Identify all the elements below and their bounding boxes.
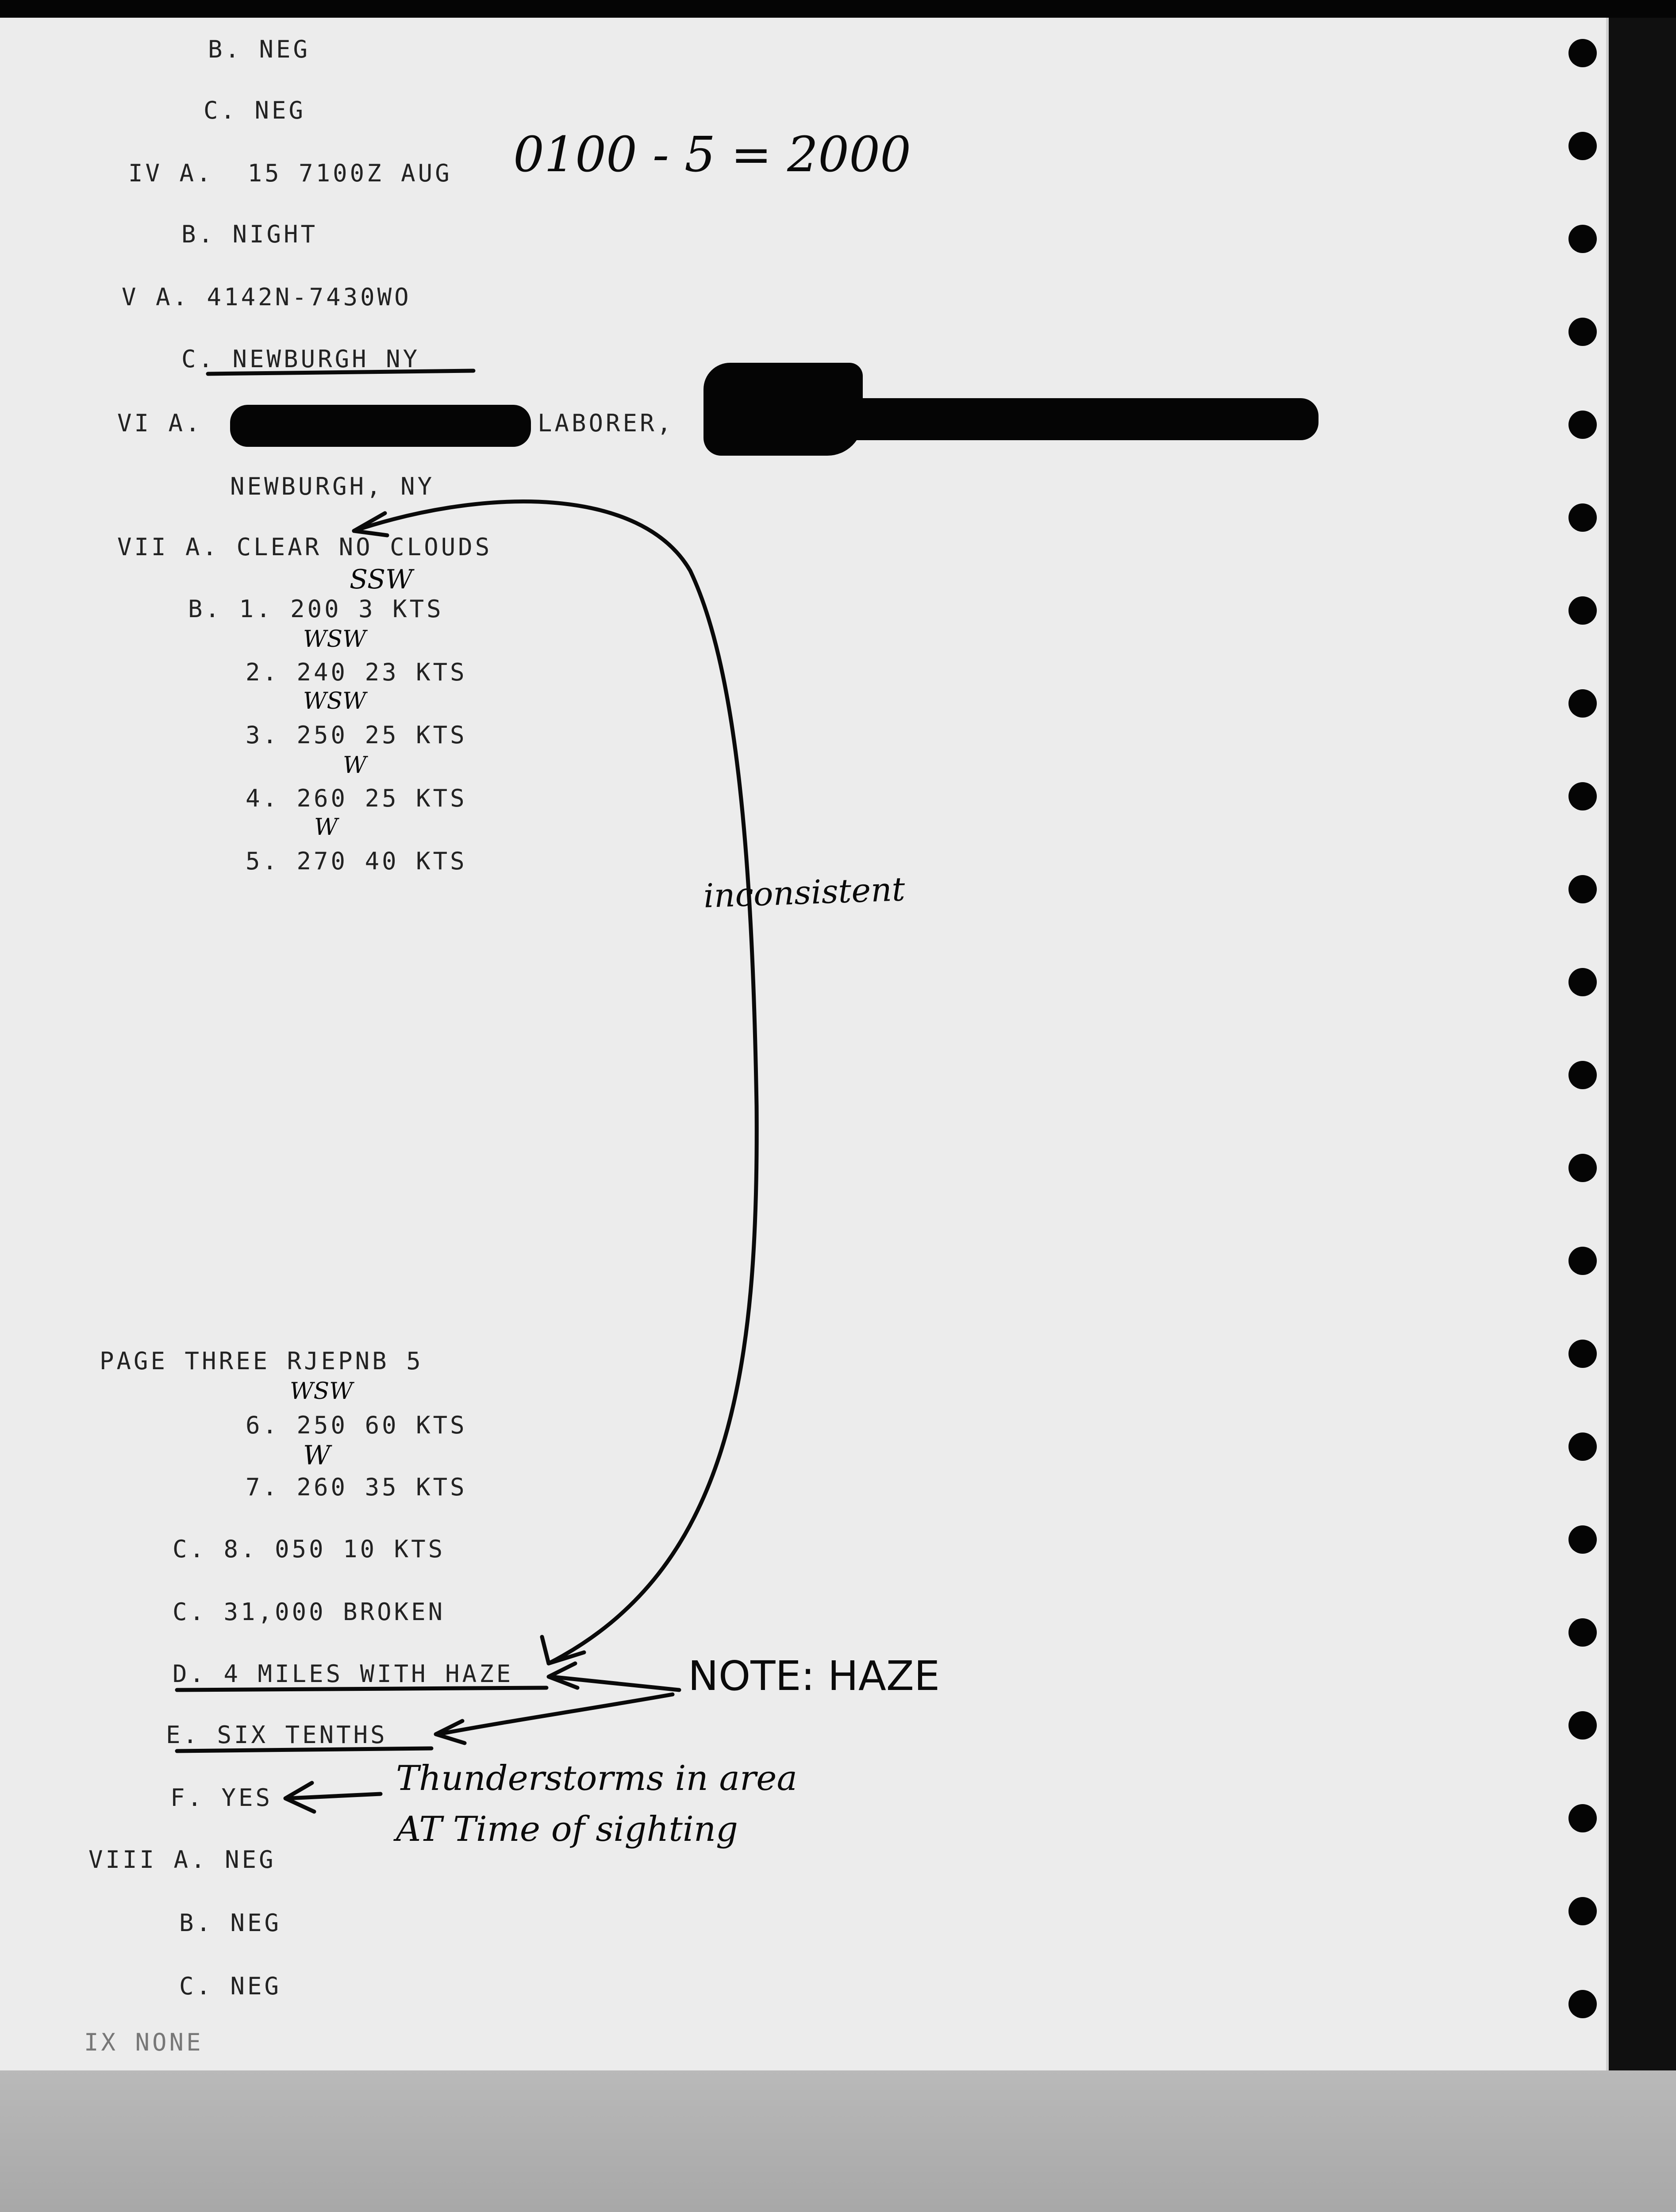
feed-hole bbox=[1568, 596, 1597, 625]
handwritten-dir-3: WSW bbox=[303, 688, 366, 714]
feed-hole bbox=[1568, 225, 1597, 253]
feed-hole bbox=[1568, 132, 1597, 160]
line-e-sky-cover: E. SIX TENTHS bbox=[166, 1721, 388, 1749]
feed-hole bbox=[1568, 1247, 1597, 1275]
feed-hole bbox=[1568, 1340, 1597, 1368]
handwritten-inconsistent: inconsistent bbox=[703, 870, 906, 915]
feed-hole bbox=[1568, 318, 1597, 346]
line-wind-3: 3. 250 25 KTS bbox=[246, 721, 467, 749]
line-v-a-coords: V A. 4142N-7430WO bbox=[122, 283, 411, 311]
redaction-address bbox=[832, 398, 1319, 440]
handwritten-time-of-sighting: AT Time of sighting bbox=[396, 1809, 738, 1849]
feed-hole bbox=[1568, 875, 1597, 903]
feed-hole bbox=[1568, 1804, 1597, 1832]
feed-hole bbox=[1568, 503, 1597, 532]
handwritten-thunderstorms: Thunderstorms in area bbox=[396, 1759, 797, 1798]
feed-hole bbox=[1568, 782, 1597, 810]
line-newburgh: NEWBURGH, NY bbox=[230, 472, 435, 500]
line-iv-a-date: IV A. 15 7100Z AUG bbox=[128, 159, 452, 187]
feed-hole bbox=[1568, 1525, 1597, 1554]
handwritten-dir-7: W bbox=[303, 1440, 331, 1471]
line-vii-a-clear: VII A. CLEAR NO CLOUDS bbox=[117, 533, 492, 561]
handwritten-dir-1: SSW bbox=[350, 564, 413, 595]
feed-hole bbox=[1568, 1711, 1597, 1740]
line-wind-5: 5. 270 40 KTS bbox=[246, 847, 467, 875]
feed-hole bbox=[1568, 39, 1597, 67]
feed-hole bbox=[1568, 1154, 1597, 1182]
feed-hole bbox=[1568, 1990, 1597, 2018]
feed-hole bbox=[1568, 411, 1597, 439]
line-wind-2: 2. 240 23 KTS bbox=[246, 658, 467, 686]
feed-hole bbox=[1568, 968, 1597, 996]
line-c-location: C. NEWBURGH NY bbox=[181, 345, 420, 373]
feed-hole bbox=[1568, 1897, 1597, 1925]
handwritten-dir-4: W bbox=[343, 752, 367, 779]
feed-hole bbox=[1568, 1618, 1597, 1647]
document-page bbox=[0, 18, 1609, 2070]
line-b-neg: B. NEG bbox=[208, 35, 311, 63]
line-b-neg-2: B. NEG bbox=[179, 1909, 282, 1937]
line-wind-1: B. 1. 200 3 KTS bbox=[188, 595, 444, 623]
line-wind-6: 6. 250 60 KTS bbox=[246, 1411, 467, 1439]
feed-hole bbox=[1568, 1061, 1597, 1089]
handwritten-dir-5: W bbox=[314, 814, 338, 841]
feed-hole bbox=[1568, 689, 1597, 718]
line-page-header: PAGE THREE RJEPNB 5 bbox=[100, 1347, 423, 1375]
line-f-yes: F. YES bbox=[170, 1784, 273, 1812]
line-c-broken: C. 31,000 BROKEN bbox=[173, 1598, 446, 1626]
line-c-neg-2: C. NEG bbox=[179, 1972, 282, 2000]
line-vi-a-occupation: LABORER, bbox=[538, 409, 674, 437]
feed-hole bbox=[1568, 1432, 1597, 1461]
handwritten-dir-6: WSW bbox=[290, 1378, 353, 1405]
redaction-name bbox=[230, 405, 531, 447]
film-edge bbox=[1606, 18, 1676, 2070]
handwritten-time-calc: 0100 - 5 = 2000 bbox=[513, 126, 911, 183]
handwritten-dir-2: WSW bbox=[303, 626, 366, 653]
line-wind-7: 7. 260 35 KTS bbox=[246, 1473, 467, 1501]
line-c-neg: C. NEG bbox=[204, 96, 306, 124]
line-c-wind-8: C. 8. 050 10 KTS bbox=[173, 1535, 446, 1563]
line-d-visibility: D. 4 MILES WITH HAZE bbox=[173, 1660, 514, 1688]
line-wind-4: 4. 260 25 KTS bbox=[246, 784, 467, 812]
line-ix-none: IX NONE bbox=[84, 2028, 204, 2056]
handwritten-note-haze: NOTE: HAZE bbox=[688, 1652, 940, 1700]
line-viii-a-neg: VIII A. NEG bbox=[88, 1846, 276, 1874]
line-b-night: B. NIGHT bbox=[181, 220, 318, 248]
scanner-background bbox=[0, 2070, 1676, 2212]
line-vi-a: VI A. bbox=[117, 409, 203, 437]
